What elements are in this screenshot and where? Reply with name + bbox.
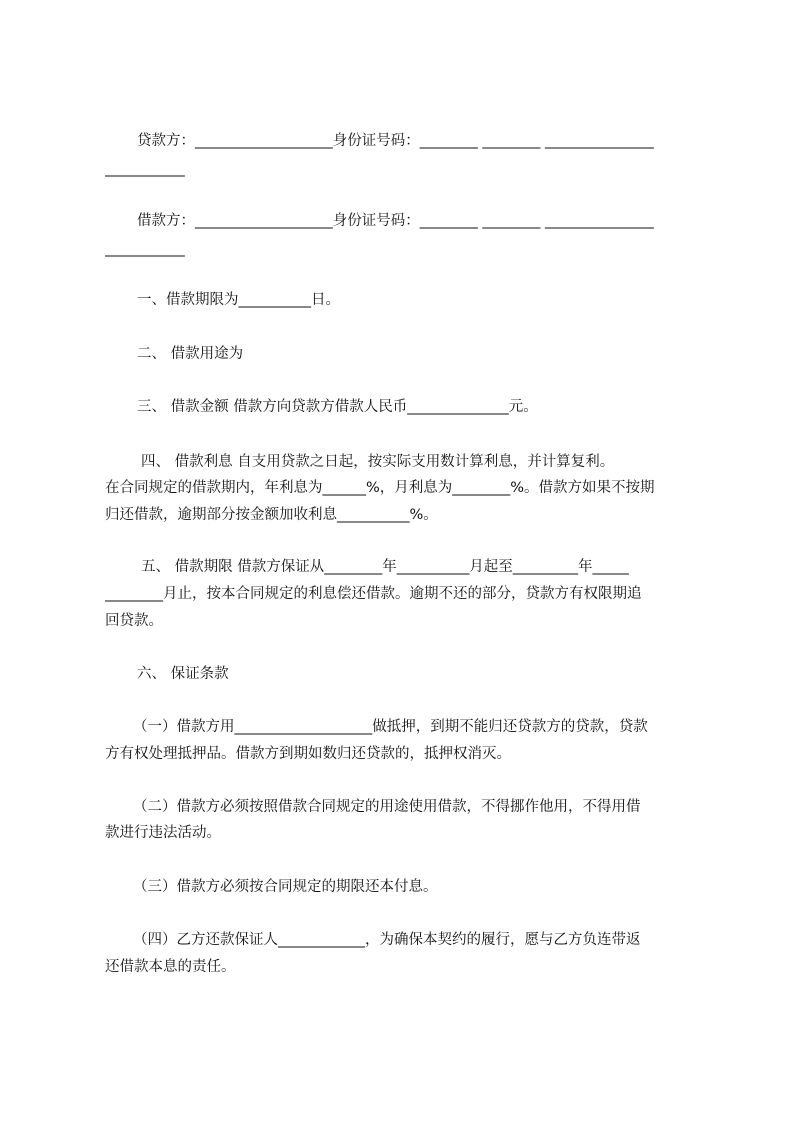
clause-interest-cont2: 归还借款，逾期部分按金额加收利息__________%。	[105, 507, 438, 523]
clause-interest-cont1: 在合同规定的借款期内，年利息为______%，月利息为________%。借款方如果不按期	[105, 480, 655, 496]
clause-repayment-period: 五、 借款期限 借款方保证从________年__________月起至_________年_____	[141, 559, 629, 575]
guarantee-sub2-cont: 款进行违法活动。	[105, 825, 221, 841]
clause-interest: 四、 借款利息 自支用贷款之日起，按实际支用数计算利息，并计算复利。	[141, 454, 615, 470]
clause-guarantee-title: 六、 保证条款	[137, 666, 229, 682]
clause-loan-amount: 三、 借款金额 借款方向贷款方借款人民币______________元。	[137, 399, 538, 415]
lender-info-line-cont: ___________	[105, 161, 185, 177]
guarantee-sub2: （二）借款方必须按照借款合同规定的用途使用借款，不得挪作他用，不得用借	[133, 799, 641, 815]
guarantee-sub4-cont: 还借款本息的责任。	[105, 959, 236, 975]
guarantee-sub1: （一）借款方用___________________做抵押，到期不能归还贷款方的贷款，贷款	[133, 719, 648, 735]
guarantee-sub1-cont: 方有权处理抵押品。借款方到期如数归还贷款的，抵押权消灭。	[105, 746, 511, 762]
lender-info-line: 贷款方：___________________身份证号码：________ ________ _______________	[137, 133, 654, 149]
borrower-info-line-cont: ___________	[105, 241, 185, 257]
clause-repayment-period-cont2: 回贷款。	[105, 613, 163, 629]
clause-repayment-period-cont1: ________月止，按本合同规定的利息偿还借款。逾期不还的部分，贷款方有权限期追	[105, 586, 642, 602]
clause-loan-term: 一、借款期限为__________日。	[137, 292, 340, 308]
clause-loan-purpose: 二、 借款用途为	[137, 346, 244, 362]
guarantee-sub3: （三）借款方必须按合同规定的期限还本付息。	[133, 879, 438, 895]
guarantee-sub4: （四）乙方还款保证人____________，为确保本契约的履行，愿与乙方负连带返	[133, 932, 641, 948]
borrower-info-line: 借款方：___________________身份证号码：________ ________ _______________	[137, 213, 654, 229]
